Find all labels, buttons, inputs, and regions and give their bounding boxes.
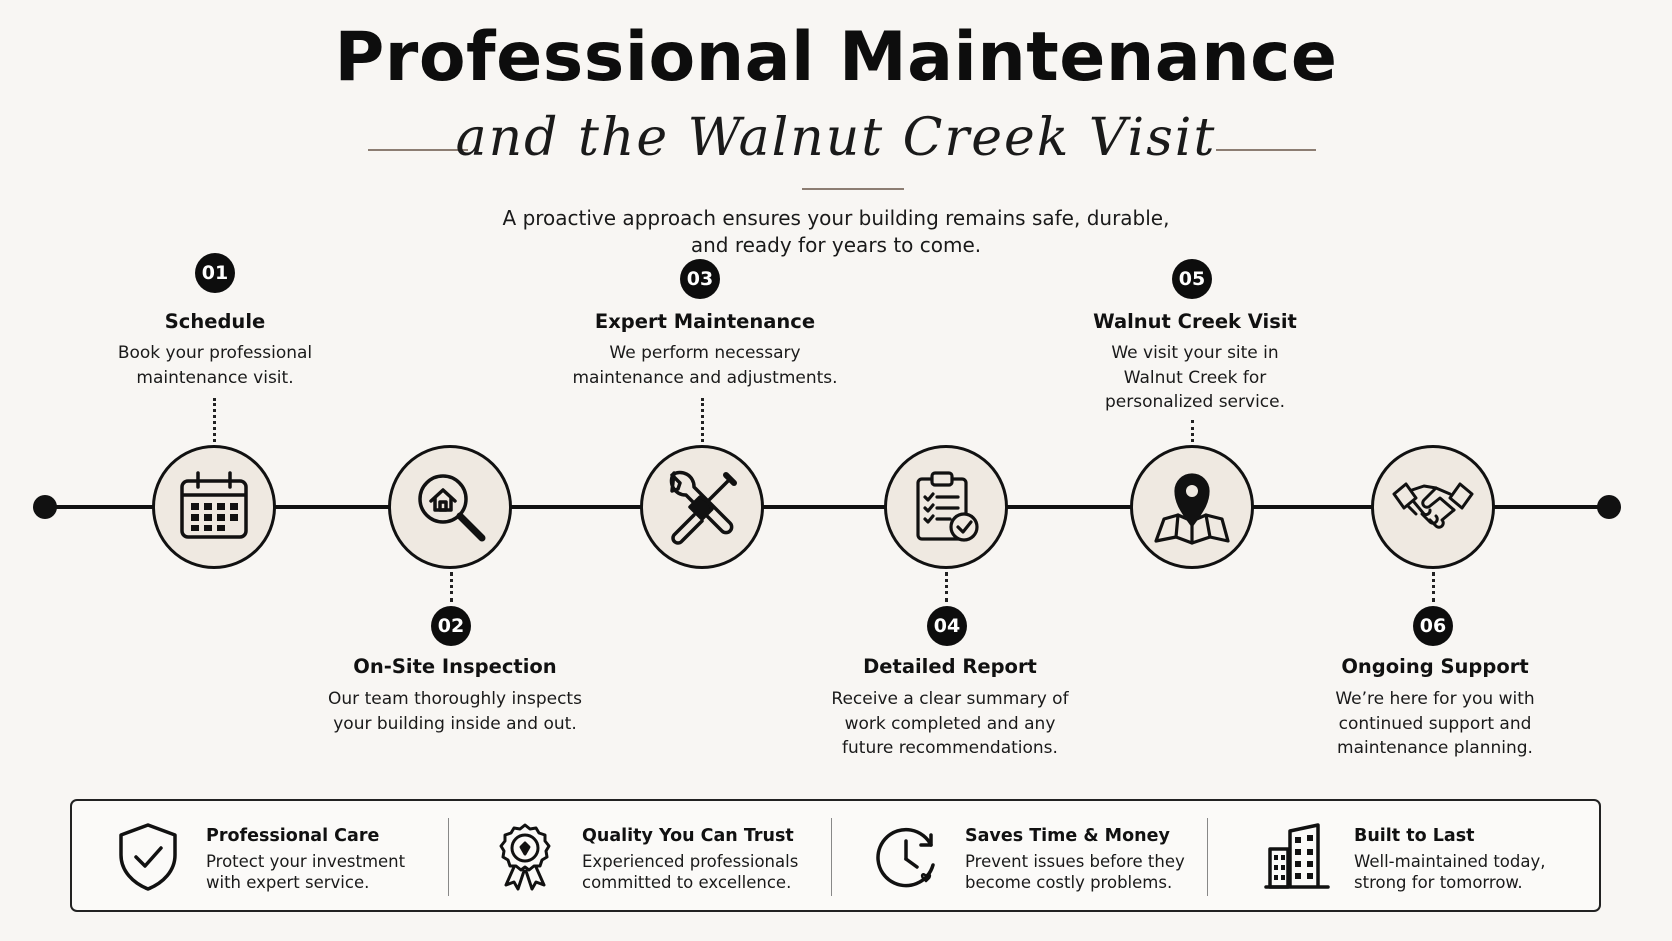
- desc-line: Book your professional: [117, 343, 313, 363]
- page-subtitle: and the Walnut Creek Visit: [455, 108, 1217, 168]
- intro-text: [486, 205, 1186, 259]
- desc-line: maintenance and adjustments.: [572, 367, 838, 388]
- step-title-inspection: On-Site Inspection: [353, 655, 557, 678]
- feature-title-built: Built to Last: [1354, 826, 1475, 846]
- feature-title-care: Professional Care: [206, 826, 380, 846]
- desc-line: committed to excellence.: [582, 873, 792, 892]
- desc-line: maintenance planning.: [1337, 738, 1533, 758]
- feature-divider: [831, 818, 832, 896]
- desc-line: Walnut Creek for: [1123, 367, 1267, 388]
- step-title-schedule: Schedule: [164, 310, 266, 333]
- subtitle-rule-right: [1216, 149, 1316, 151]
- desc-line: with expert service.: [206, 873, 370, 892]
- step-number-05: 05: [1172, 259, 1212, 299]
- desc-line: personalized service.: [1104, 392, 1285, 412]
- timeline-start-dot: [33, 495, 57, 519]
- step-circle-report: [884, 445, 1008, 569]
- building-icon: [1262, 821, 1332, 891]
- feature-desc-built: [1354, 851, 1546, 893]
- step-desc-expert: [550, 341, 860, 390]
- handshake-icon: [1390, 464, 1476, 550]
- intro-line: A proactive approach ensures your building remains safe, durable,: [502, 206, 1170, 230]
- desc-line: Our team thoroughly inspects: [328, 689, 582, 709]
- step-circle-visit: [1130, 445, 1254, 569]
- page-title: Professional Maintenance: [334, 18, 1338, 97]
- step-circle-support: [1371, 445, 1495, 569]
- step-circle-inspection: [388, 445, 512, 569]
- desc-line: strong for tomorrow.: [1354, 873, 1523, 892]
- desc-line: We perform necessary: [609, 343, 801, 363]
- step-desc-visit: [1040, 341, 1350, 415]
- step-desc-schedule: [95, 341, 335, 390]
- subtitle-underline: [802, 188, 904, 190]
- step-circle-schedule: [152, 445, 276, 569]
- step-number-04: 04: [927, 606, 967, 646]
- desc-line: future recommendations.: [842, 738, 1058, 758]
- step-desc-report: [800, 687, 1100, 761]
- step-connector-01: [213, 398, 216, 442]
- map-pin-icon: [1150, 465, 1234, 549]
- feature-title-quality: Quality You Can Trust: [582, 826, 794, 846]
- award-badge-icon: [490, 821, 560, 891]
- desc-line: Experienced professionals: [582, 852, 799, 871]
- desc-line: continued support and: [1338, 713, 1532, 734]
- desc-line: Prevent issues before they: [965, 852, 1185, 871]
- step-title-visit: Walnut Creek Visit: [1093, 310, 1297, 333]
- step-desc-support: [1295, 687, 1575, 761]
- desc-line: work completed and any: [844, 713, 1056, 734]
- calendar-icon: [174, 467, 254, 547]
- step-title-expert: Expert Maintenance: [594, 310, 816, 333]
- step-title-support: Ongoing Support: [1341, 655, 1529, 678]
- step-number-06: 06: [1413, 606, 1453, 646]
- desc-line: Receive a clear summary of: [831, 689, 1069, 709]
- step-title-report: Detailed Report: [863, 655, 1037, 678]
- desc-line: We visit your site in: [1111, 343, 1279, 363]
- desc-line: We’re here for you with: [1335, 689, 1535, 709]
- timeline-end-dot: [1597, 495, 1621, 519]
- desc-line: Well-maintained today,: [1354, 852, 1546, 871]
- step-connector-04: [945, 572, 948, 602]
- step-number-01: 01: [195, 253, 235, 293]
- step-number-02: 02: [431, 606, 471, 646]
- clipboard-check-icon: [906, 467, 986, 547]
- step-connector-05: [1191, 420, 1194, 442]
- wrench-screwdriver-icon: [660, 465, 744, 549]
- clock-icon: [871, 823, 941, 893]
- step-connector-02: [450, 572, 453, 602]
- desc-line: maintenance visit.: [136, 367, 294, 388]
- feature-desc-quality: [582, 851, 798, 893]
- intro-line: and ready for years to come.: [690, 233, 982, 257]
- feature-divider: [1207, 818, 1208, 896]
- feature-desc-care: [206, 851, 405, 893]
- step-connector-06: [1432, 572, 1435, 602]
- desc-line: Protect your investment: [206, 852, 406, 871]
- feature-desc-saves: [965, 851, 1185, 893]
- step-circle-expert: [640, 445, 764, 569]
- step-number-03: 03: [680, 259, 720, 299]
- feature-title-saves: Saves Time & Money: [965, 826, 1170, 846]
- desc-line: your building inside and out.: [333, 713, 577, 734]
- shield-check-icon: [113, 821, 183, 891]
- step-connector-03: [701, 398, 704, 442]
- feature-divider: [448, 818, 449, 896]
- magnifier-house-icon: [410, 467, 490, 547]
- step-desc-inspection: [300, 687, 610, 736]
- desc-line: become costly problems.: [965, 873, 1173, 892]
